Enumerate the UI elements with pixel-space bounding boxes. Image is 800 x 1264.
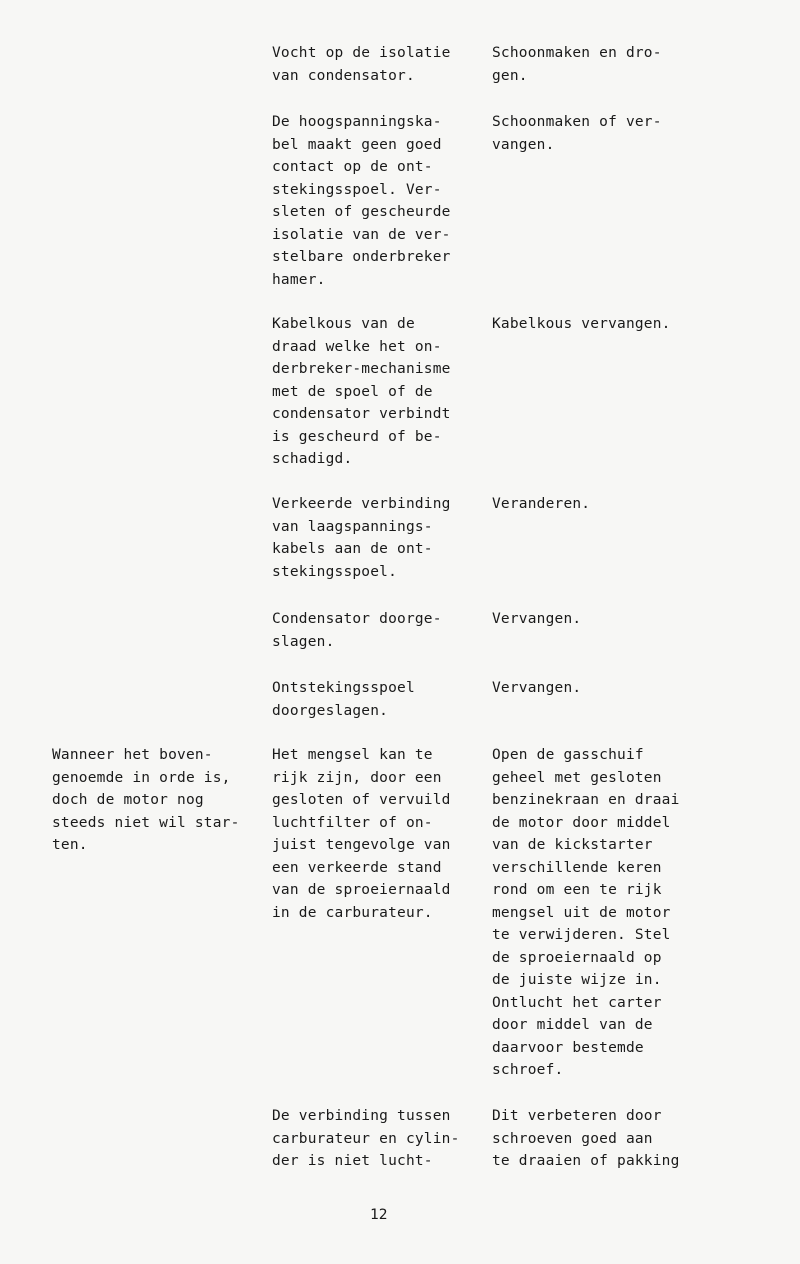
cause-cell-4: Verkeerde verbinding van laagspannings- kabels aan de ont- stekingsspoel. — [272, 496, 451, 580]
cause-cell-5: Condensator doorge- slagen. — [272, 611, 442, 650]
cause-cell-6: Ontstekingsspoel doorgeslagen. — [272, 680, 415, 719]
remedy-cell-8: Dit verbeteren door schroeven goed aan te draaien of pakking — [492, 1108, 680, 1169]
cause-cell-1: Vocht op de isolatie van condensator. — [272, 45, 451, 84]
cause-cell-7: Het mengsel kan te rijk zijn, door een gesloten of vervuild luchtfilter of on- juist tengevolge van een verkeerde stand van de sproeiernaald in de carburateur. — [272, 747, 451, 921]
remedy-cell-3: Kabelkous vervangen. — [492, 316, 671, 332]
cause-cell-8: De verbinding tussen carburateur en cylin- der is niet lucht- — [272, 1108, 460, 1169]
remedy-cell-2: Schoonmaken of ver- vangen. — [492, 114, 662, 153]
condition-cell-7: Wanneer het boven- genoemde in orde is, doch de motor nog steeds niet wil star- ten. — [52, 747, 240, 853]
cause-cell-2: De hoogspanningska- bel maakt geen goed contact op de ont- stekingsspoel. Ver- sleten of gescheurde isolatie van de ver- stelbare onderbreker hamer. — [272, 114, 451, 288]
remedy-cell-1: Schoonmaken en dro- gen. — [492, 45, 662, 84]
remedy-cell-7: Open de gasschuif geheel met gesloten benzinekraan en draai de motor door middel van de kickstarter verschillende keren rond om een te rijk mengsel uit de motor te verwijderen. Stel de sproeiernaald op de juiste wijze in. Ontlucht het carter door middel van de daarvoor bestemde schroef. — [492, 747, 680, 1078]
cause-cell-3: Kabelkous van de draad welke het on- derbreker-mechanisme met de spoel of de condensator verbindt is gescheurd of be- schadigd. — [272, 316, 451, 467]
remedy-cell-5: Vervangen. — [492, 611, 582, 627]
page-number: 12 — [370, 1207, 388, 1223]
remedy-cell-4: Veranderen. — [492, 496, 591, 512]
remedy-cell-6: Vervangen. — [492, 680, 582, 696]
